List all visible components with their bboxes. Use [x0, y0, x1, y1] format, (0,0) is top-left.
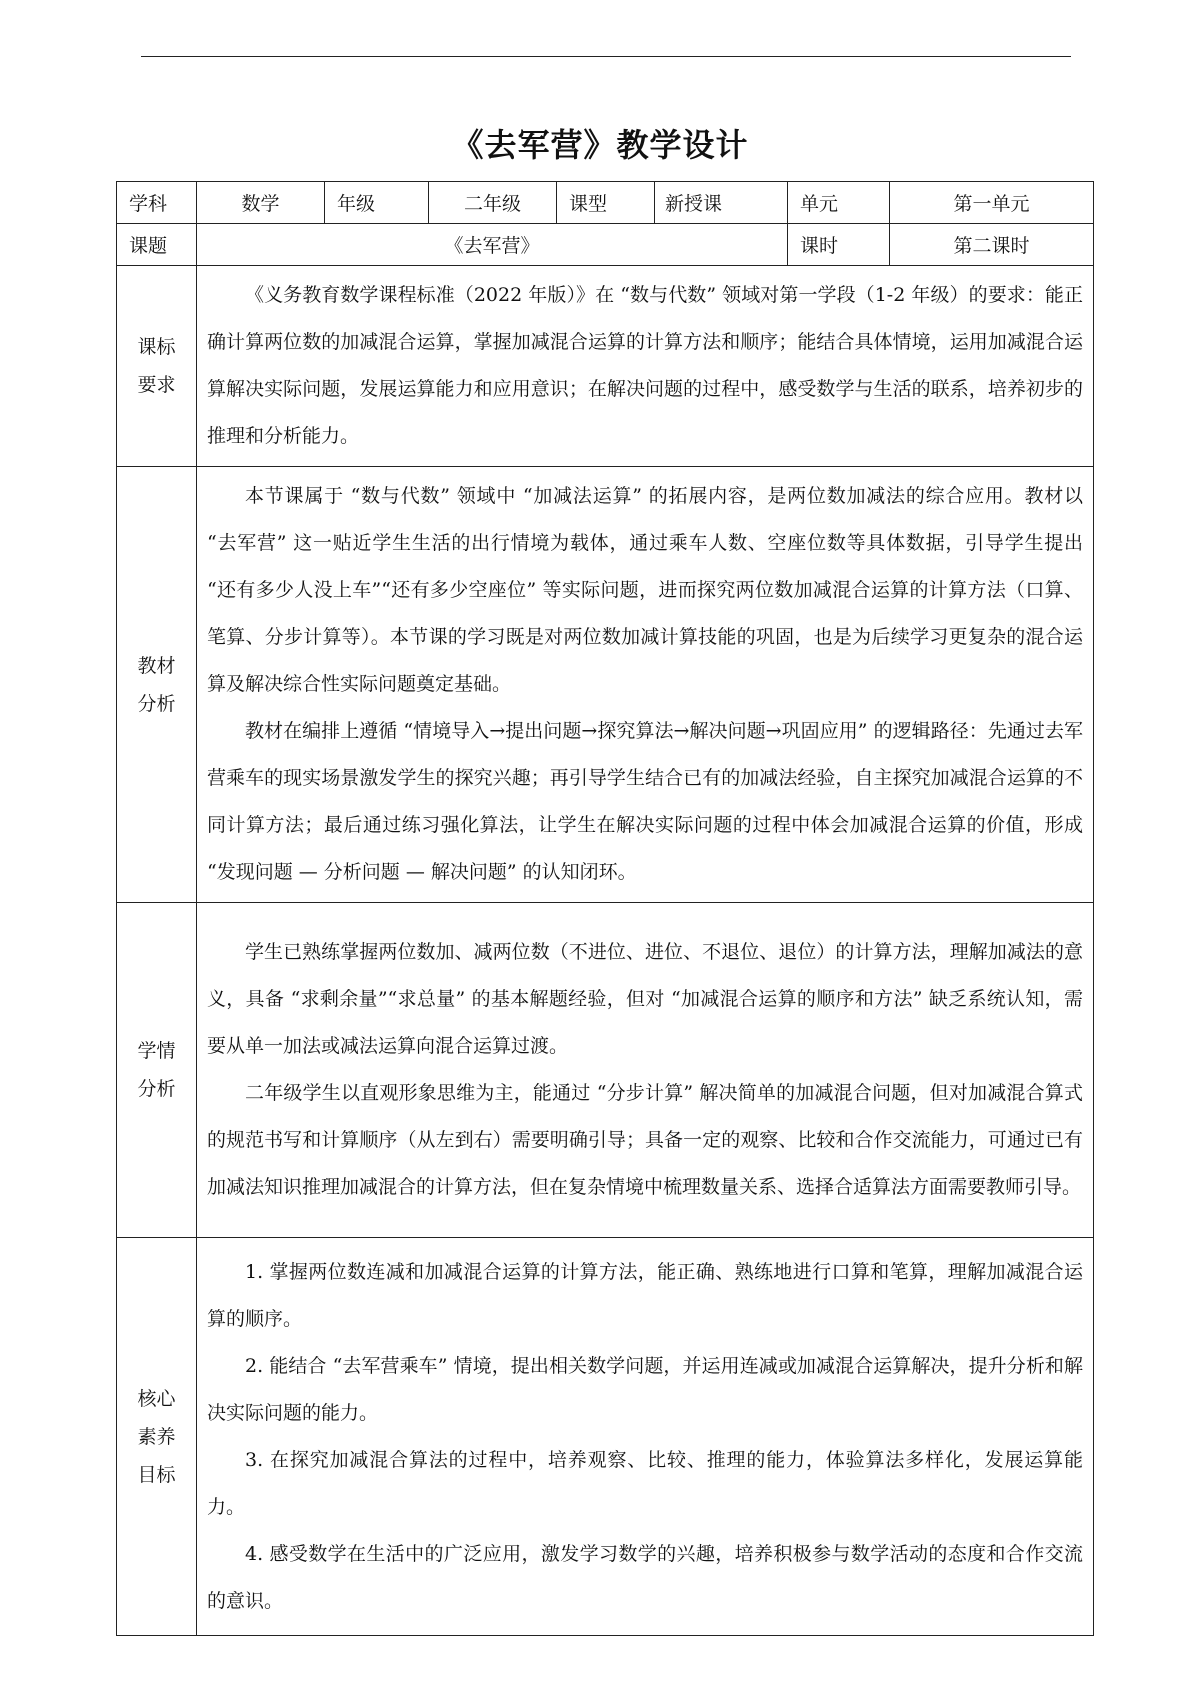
goal-item: 3. 在探究加减混合算法的过程中，培养观察、比较、推理的能力，体验算法多样化，发展运算能力。	[207, 1448, 1083, 1518]
document-title: 《去军营》教学设计	[451, 126, 749, 164]
goals-label: 核心 素养 目标	[117, 1238, 197, 1636]
grade-label: 年级	[325, 182, 429, 224]
learner-content	[197, 903, 1094, 1238]
paragraph: 《义务教育数学课程标准（2022 年版）》在 “数与代数” 领域对第一学段（1-2 年级）的要求：能正确计算两位数的加减混合运算，掌握加减混合运算的计算方法和顺序；能结合具体情境，运用加减混合运算解决实际问题，发展运算能力和应用意识；在解决问题的过程中，感受数学与生活的联系，培养初步的推理和分析能力。	[207, 284, 1083, 447]
learner-label: 学情 分析	[117, 903, 197, 1238]
unit-value: 第一单元	[890, 182, 1094, 224]
standard-label: 课标 要求	[117, 266, 197, 467]
subject-value: 数学	[197, 182, 325, 224]
paragraph: 学生已熟练掌握两位数加、减两位数（不进位、进位、不退位、退位）的计算方法，理解加减法的意义，具备 “求剩余量”“求总量” 的基本解题经验，但对 “加减混合运算的顺序和方法” 缺乏系统认知，需要从单一加法或减法运算向混合运算过渡。	[207, 941, 1083, 1057]
goal-item: 1. 掌握两位数连减和加减混合运算的计算方法，能正确、熟练地进行口算和笔算，理解加减混合运算的顺序。	[207, 1260, 1083, 1330]
material-content	[197, 467, 1094, 903]
goal-item: 2. 能结合 “去军营乘车” 情境，提出相关数学问题，并运用连减或加减混合运算解决，提升分析和解决实际问题的能力。	[207, 1354, 1083, 1424]
grade-value: 二年级	[429, 182, 557, 224]
lesson-type-value: 新授课	[655, 182, 788, 224]
topic-label: 课题	[117, 224, 197, 266]
goals-row	[117, 1238, 1094, 1636]
material-row	[117, 467, 1094, 903]
lesson-plan-table	[116, 181, 1094, 1636]
topic-value: 《去军营》	[197, 224, 788, 266]
paragraph: 本节课属于 “数与代数” 领域中 “加减法运算” 的拓展内容，是两位数加减法的综合应用。教材以 “去军营” 这一贴近学生生活的出行情境为载体，通过乘车人数、空座位数等具体数据，引导学生提出 “还有多少人没上车”“还有多少空座位” 等实际问题，进而探究两位数加减混合运算的计算方法（口算、笔算、分步计算等）。本节课的学习既是对两位数加减计算技能的巩固，也是为后续学习更复杂的混合运算及解决综合性实际问题奠定基础。	[207, 485, 1083, 695]
learner-row	[117, 903, 1094, 1238]
paragraph: 二年级学生以直观形象思维为主，能通过 “分步计算” 解决简单的加减混合问题，但对加减混合算式的规范书写和计算顺序（从左到右）需要明确引导；具备一定的观察、比较和合作交流能力，可通过已有加减法知识推理加减混合的计算方法，但在复杂情境中梳理数量关系、选择合适算法方面需要教师引导。	[207, 1082, 1083, 1198]
lesson-type-label: 课型	[557, 182, 655, 224]
subject-label: 学科	[117, 182, 197, 224]
unit-label: 单元	[788, 182, 890, 224]
header-rule	[141, 56, 1071, 57]
material-label: 教材 分析	[117, 467, 197, 903]
goal-item: 4. 感受数学在生活中的广泛应用，激发学习数学的兴趣，培养积极参与数学活动的态度和合作交流的意识。	[207, 1542, 1083, 1612]
period-value: 第二课时	[890, 224, 1094, 266]
standard-content	[197, 266, 1094, 467]
period-label: 课时	[788, 224, 890, 266]
goals-content	[197, 1238, 1094, 1636]
standard-row	[117, 266, 1094, 467]
paragraph: 教材在编排上遵循 “情境导入→提出问题→探究算法→解决问题→巩固应用” 的逻辑路径：先通过去军营乘车的现实场景激发学生的探究兴趣；再引导学生结合已有的加减法经验，自主探究加减混合运算的不同计算方法；最后通过练习强化算法，让学生在解决实际问题的过程中体会加减混合运算的价值，形成 “发现问题 — 分析问题 — 解决问题” 的认知闭环。	[207, 720, 1083, 883]
header-row-1	[117, 182, 1094, 224]
header-row-2	[117, 224, 1094, 266]
